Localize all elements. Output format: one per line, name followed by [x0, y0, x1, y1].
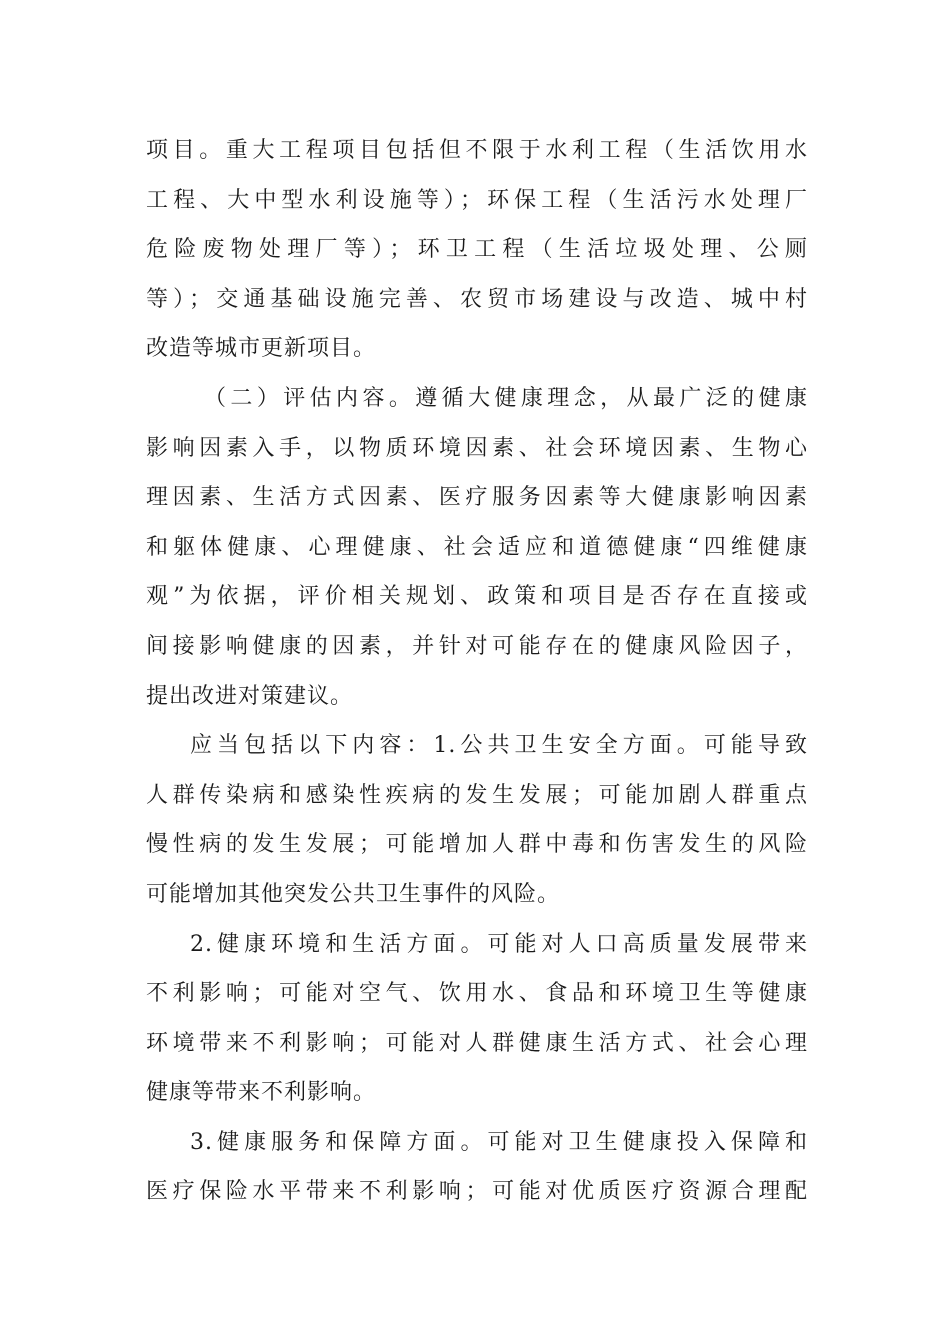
text-line: 慢性病的发生发展；可能增加人群中毒和伤害发生的风险	[146, 832, 808, 858]
text-line: 可能增加其他突发公共卫生事件的风险。	[146, 881, 561, 907]
text-line: 环境带来不利影响；可能对人群健康生活方式、社会心理	[146, 1030, 808, 1056]
section-heading-line: （二）评估内容。遵循大健康理念，从最广泛的健康	[204, 385, 808, 411]
text-line: 理因素、生活方式因素、医疗服务因素等大健康影响因素	[146, 485, 808, 511]
text-line: 等）；交通基础设施完善、农贸市场建设与改造、城中村	[146, 286, 808, 312]
text-line: 和躯体健康、心理健康、社会适应和道德健康“四维健康	[146, 534, 808, 560]
text-line: 人群传染病和感染性疾病的发生发展；可能加剧人群重点	[146, 782, 808, 808]
document-body	[146, 126, 808, 1217]
text-line: 影响因素入手，以物质环境因素、社会环境因素、生物心	[146, 435, 808, 461]
text-line: 观”为依据，评价相关规划、政策和项目是否存在直接或	[146, 584, 808, 610]
text-line: 危险废物处理厂等）；环卫工程（生活垃圾处理、公厕	[146, 237, 808, 263]
paragraph-first-line: 3.健康服务和保障方面。可能对卫生健康投入保障和	[190, 1129, 808, 1155]
text-line: 改造等城市更新项目。	[146, 336, 377, 362]
paragraph-first-line: 应当包括以下内容：1.公共卫生安全方面。可能导致	[190, 733, 808, 759]
text-line: 提出改进对策建议。	[146, 683, 354, 709]
text-line: 工程、大中型水利设施等）；环保工程（生活污水处理厂	[146, 187, 808, 213]
text-line: 项目。重大工程项目包括但不限于水利工程（生活饮用水	[146, 138, 808, 163]
text-line: 健康等带来不利影响。	[146, 1080, 377, 1106]
text-line: 医疗保险水平带来不利影响；可能对优质医疗资源合理配	[146, 1179, 808, 1205]
paragraph-first-line: 2.健康环境和生活方面。可能对人口高质量发展带来	[190, 931, 808, 957]
text-line: 不利影响；可能对空气、饮用水、食品和环境卫生等健康	[146, 981, 808, 1007]
text-line: 间接影响健康的因素，并针对可能存在的健康风险因子，	[146, 633, 808, 659]
